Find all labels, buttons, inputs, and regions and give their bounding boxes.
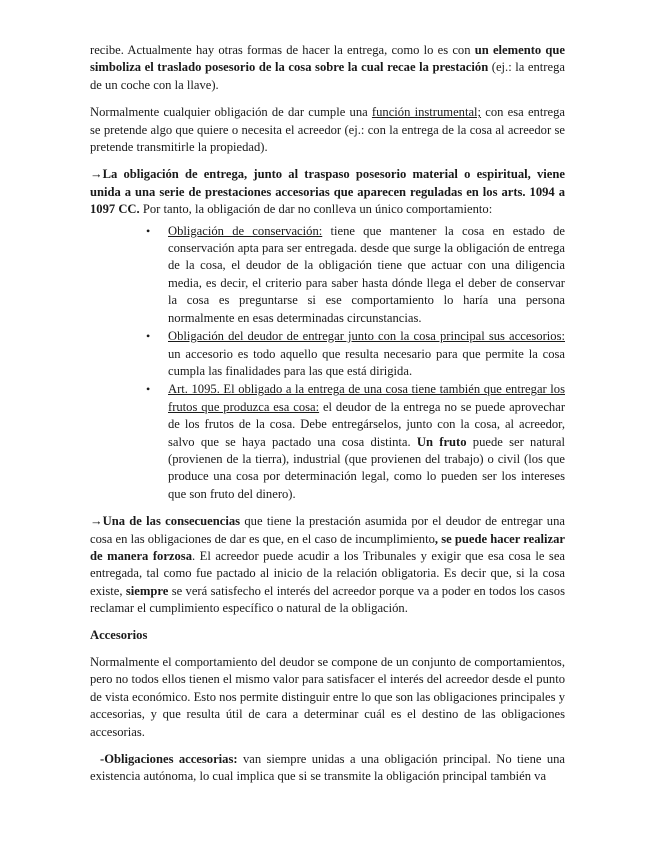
bullet-icon: • (146, 329, 151, 344)
paragraph-entrega-simbolica: recibe. Actualmente hay otras formas de hacer la entrega, como lo es con un elemento que simboliza el traslado posesorio de la cosa sobre la cual recae la prestación (ej.: la entrega de un coche con la llave). (90, 43, 566, 92)
bullet-icon: • (146, 223, 151, 238)
list-item: • Obligación del deudor de entregar junto con la cosa principal sus accesorios: un accesorio es todo aquello que resulta necesario para que permite la cosa cumpla las finalidades para las que está dirigida. (146, 329, 565, 378)
list-item: • Art. 1095. El obligado a la entrega de una cosa tiene también que entregar los frutos que produzca esa cosa: el deudor de la entrega no se puede aprovechar de los frutos de la cosa. Debe entregárselos, junto con la cosa, al acreedor, salvo que se haya pactado una cosa distinta. Un fruto puede ser natural (provienen de la tierra), industrial (que provienen del trabajo) o civil (los que produce una cosa por determinación legal, como lo pueden ser los intereses que son fruto del dinero). (146, 382, 566, 501)
paragraph-obligaciones-accesorias: -Obligaciones accesorias: van siempre unidas a una obligación principal. No tiene una existencia autónoma, lo cual implica que si se transmite la obligación principal también va (90, 752, 566, 784)
arrow-icon: → (90, 167, 103, 182)
paragraph-funcion-instrumental: Normalmente cualquier obligación de dar cumple una función instrumental; con esa entrega se pretende algo que quiere o necesita el acreedor (ej.: con la entrega de la cosa al acreedor se pretende transmitirle la propiedad). (90, 105, 566, 155)
document-page (90, 42, 565, 786)
bullet-list (90, 223, 565, 504)
paragraph-obligacion-entrega: →La obligación de entrega, junto al traspaso posesorio material o espiritual, viene unida a una serie de prestaciones accesorias que aparecen reguladas en los arts. 1094 a 1097 CC. Por tanto, la obligación de dar no conlleva un único comportamiento: (90, 167, 565, 217)
paragraph-consecuencias: →Una de las consecuencias que tiene la prestación asumida por el deudor de entregar una cosa en las obligaciones de dar es que, en el caso de incumplimiento, se puede hacer realizar de manera forzosa. El acreedor puede acudir a los Tribunales y exigir que esa cosa le sea entregada, tal como fue pactado al inicio de la relación obligatoria. Es decir que, si la cosa existe, siempre se verá satisfecho el interés del acreedor porque va a poder en todos los casos reclamar el cumplimiento específico o natural de la obligación. (90, 514, 566, 616)
list-item: • Obligación de conservación: tiene que mantener la cosa en estado de conservación apta para ser entregada. desde que surge la obligación de entrega de la cosa, el deudor de la obligación tiene que actuar con una diligencia media, es decir, el criterio para saber hasta dónde llega el deber de conservar la cosa es preguntarse si ese comportamiento lo haría una persona normalmente en esas determinadas circunstancias. (146, 223, 566, 325)
paragraph-comportamiento-deudor: Normalmente el comportamiento del deudor se compone de un conjunto de comportamientos, pero no todos ellos tienen el mismo valor para satisfacer el interés del acreedor desde el punto de vista económico. Esto nos permite distinguir entre lo que son las obligaciones principales y accesorias, y que resulta útil de cara a determinar cuál es el destino de las obligaciones accesorias. (90, 655, 565, 739)
bullet-icon: • (146, 382, 151, 397)
arrow-icon: → (90, 514, 103, 529)
section-heading: Accesorios (90, 627, 148, 642)
